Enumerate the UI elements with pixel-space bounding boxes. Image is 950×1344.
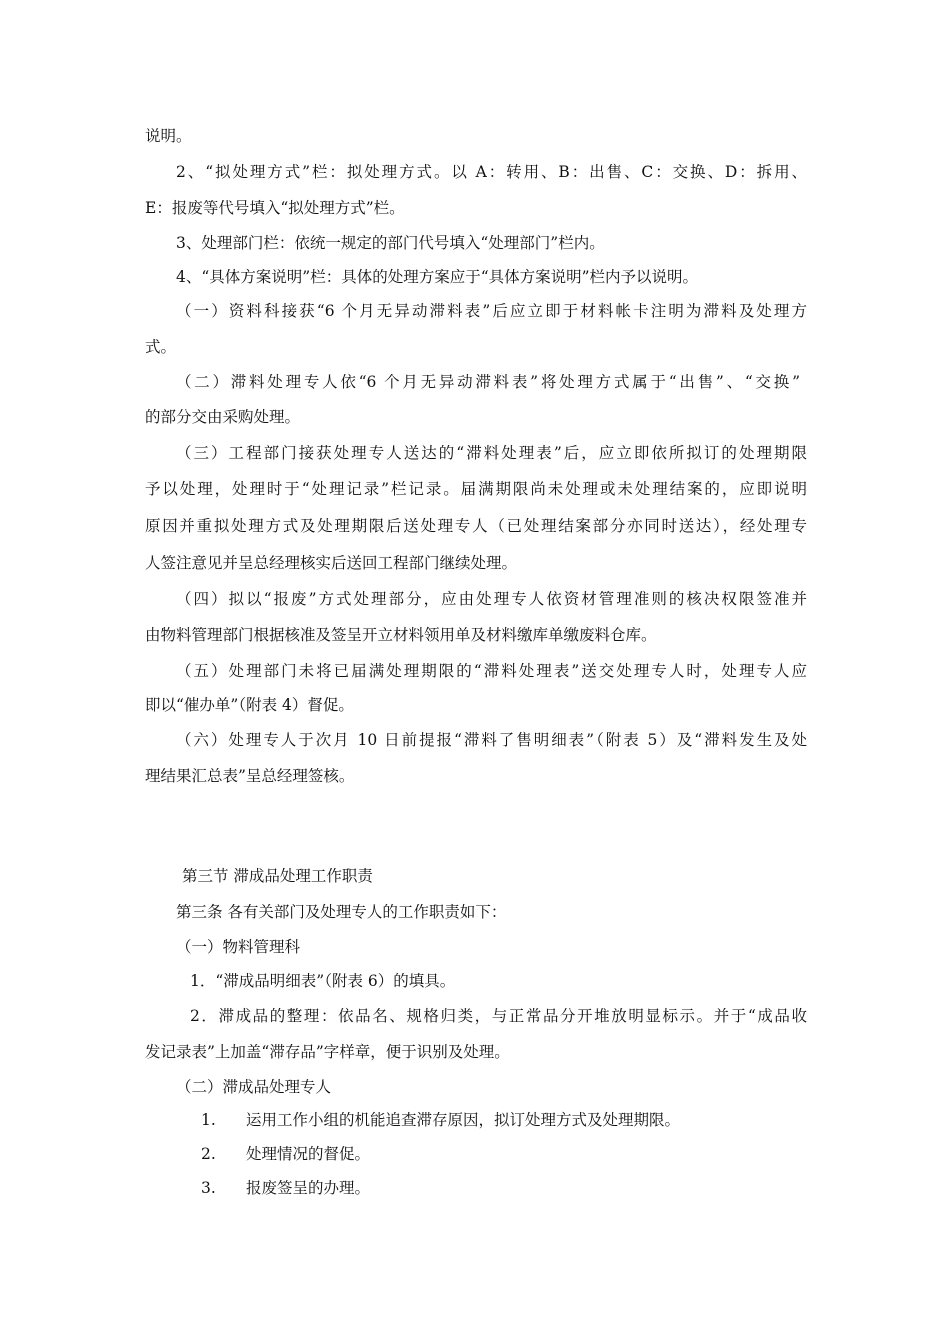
subsection-heading: （一）物料管理科	[176, 938, 301, 956]
text-line: 予以处理，处理时于“处理记录”栏记录。届满期限尚未处理或未处理结案的，应即说明	[145, 480, 807, 498]
text-line: （三）工程部门接获处理专人送达的“滞料处理表”后，应立即依所拟订的处理期限	[176, 444, 807, 462]
text-line: 发记录表”上加盖“滞存品”字样章，便于识别及处理。	[145, 1043, 510, 1061]
text-line: （四）拟以“报废”方式处理部分，应由处理专人依资材管理准则的核决权限签准并	[176, 590, 807, 608]
list-item: 报废签呈的办理。	[246, 1179, 371, 1197]
text-line: 说明。	[145, 127, 192, 145]
text-line: 理结果汇总表”呈总经理签核。	[145, 767, 355, 785]
text-line: 的部分交由采购处理。	[145, 408, 301, 426]
text-line: 由物料管理部门根据核准及签呈开立材料领用单及材料缴库单缴废料仓库。	[145, 626, 657, 644]
text-line: （六）处理专人于次月 10 日前提报“滞料了售明细表”（附表 5）及“滞料发生及处	[176, 731, 807, 749]
subsection-heading: （二）滞成品处理专人	[176, 1078, 332, 1096]
list-number: 3.	[201, 1179, 216, 1197]
text-line: 即以“催办单”（附表 4）督促。	[145, 696, 354, 714]
list-item: 运用工作小组的机能追查滞存原因，拟订处理方式及处理期限。	[246, 1111, 681, 1129]
text-line: 原因并重拟处理方式及处理期限后送处理专人（已处理结案部分亦同时送达），经处理专	[145, 517, 807, 535]
text-line: E：报废等代号填入“拟处理方式”栏。	[145, 199, 405, 217]
list-number: 2.	[201, 1145, 216, 1163]
text-line: 式。	[145, 338, 177, 356]
text-line: （二）滞料处理专人依“6 个月无异动滞料表”将处理方式属于“出售”、“交换”	[176, 373, 800, 391]
list-number: 1.	[201, 1111, 216, 1129]
list-item: 处理情况的督促。	[246, 1145, 371, 1163]
list-item: 1．“滞成品明细表”（附表 6）的填具。	[190, 972, 456, 990]
text-line: 人签注意见并呈总经理核实后送回工程部门继续处理。	[145, 554, 518, 572]
list-item: 2．滞成品的整理：依品名、规格归类，与正常品分开堆放明显标示。并于“成品收	[190, 1007, 807, 1025]
text-line: 2、“拟处理方式”栏：拟处理方式。以 A：转用、B：出售、C：交换、D：拆用、	[176, 163, 807, 181]
text-line: （一）资料科接获“6 个月无异动滞料表”后应立即于材料帐卡注明为滞料及处理方	[176, 302, 807, 320]
section-heading: 第三节 滞成品处理工作职责	[182, 867, 373, 885]
text-line: 4、“具体方案说明”栏：具体的处理方案应于“具体方案说明”栏内予以说明。	[176, 268, 699, 286]
text-line: 3、处理部门栏：依统一规定的部门代号填入“处理部门”栏内。	[176, 234, 605, 252]
text-line: （五）处理部门未将已届满处理期限的“滞料处理表”送交处理专人时，处理专人应	[176, 662, 807, 680]
article-heading: 第三条 各有关部门及处理专人的工作职责如下：	[176, 903, 507, 921]
